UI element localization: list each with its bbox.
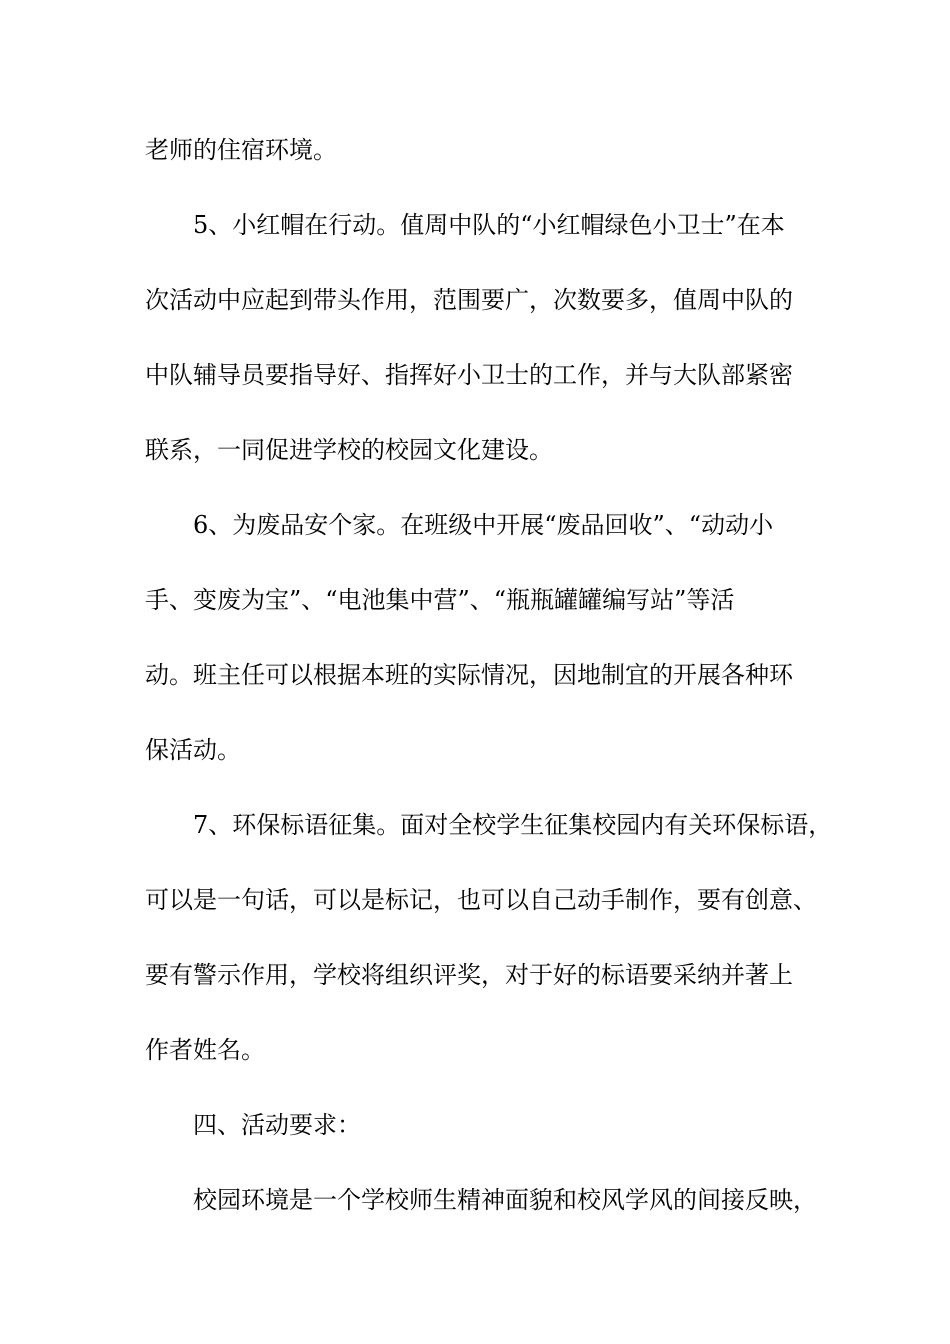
text-line-15: 校园环境是一个学校师生精神面貌和校风学风的间接反映， <box>193 1186 817 1214</box>
text-line-1: 老师的住宿环境。 <box>145 136 337 164</box>
text-line-11: 可以是一句话，可以是标记，也可以自己动手制作，要有创意、 <box>145 886 817 914</box>
text-line-7: 手、变废为宝”、“电池集中营”、“瓶瓶罐罐编写站”等活 <box>145 586 735 614</box>
text-line-13: 作者姓名。 <box>145 1036 265 1064</box>
text-line-9: 保活动。 <box>145 736 241 764</box>
text-line-10: 7、环保标语征集。面对全校学生征集校园内有关环保标语， <box>193 811 833 839</box>
text-line-4: 中队辅导员要指导好、指挥好小卫士的工作，并与大队部紧密 <box>145 361 793 389</box>
text-line-5: 联系，一同促进学校的校园文化建设。 <box>145 436 553 464</box>
text-line-3: 次活动中应起到带头作用，范围要广，次数要多，值周中队的 <box>145 286 793 314</box>
text-line-12: 要有警示作用，学校将组织评奖，对于好的标语要采纳并著上 <box>145 961 793 989</box>
text-line-8: 动。班主任可以根据本班的实际情况，因地制宜的开展各种环 <box>145 661 793 689</box>
text-line-6: 6、为废品安个家。在班级中开展“废品回收”、“动动小 <box>193 511 774 539</box>
text-line-14: 四、活动要求： <box>193 1111 361 1139</box>
text-line-2: 5、小红帽在行动。值周中队的“小红帽绿色小卫士”在本 <box>193 211 785 239</box>
